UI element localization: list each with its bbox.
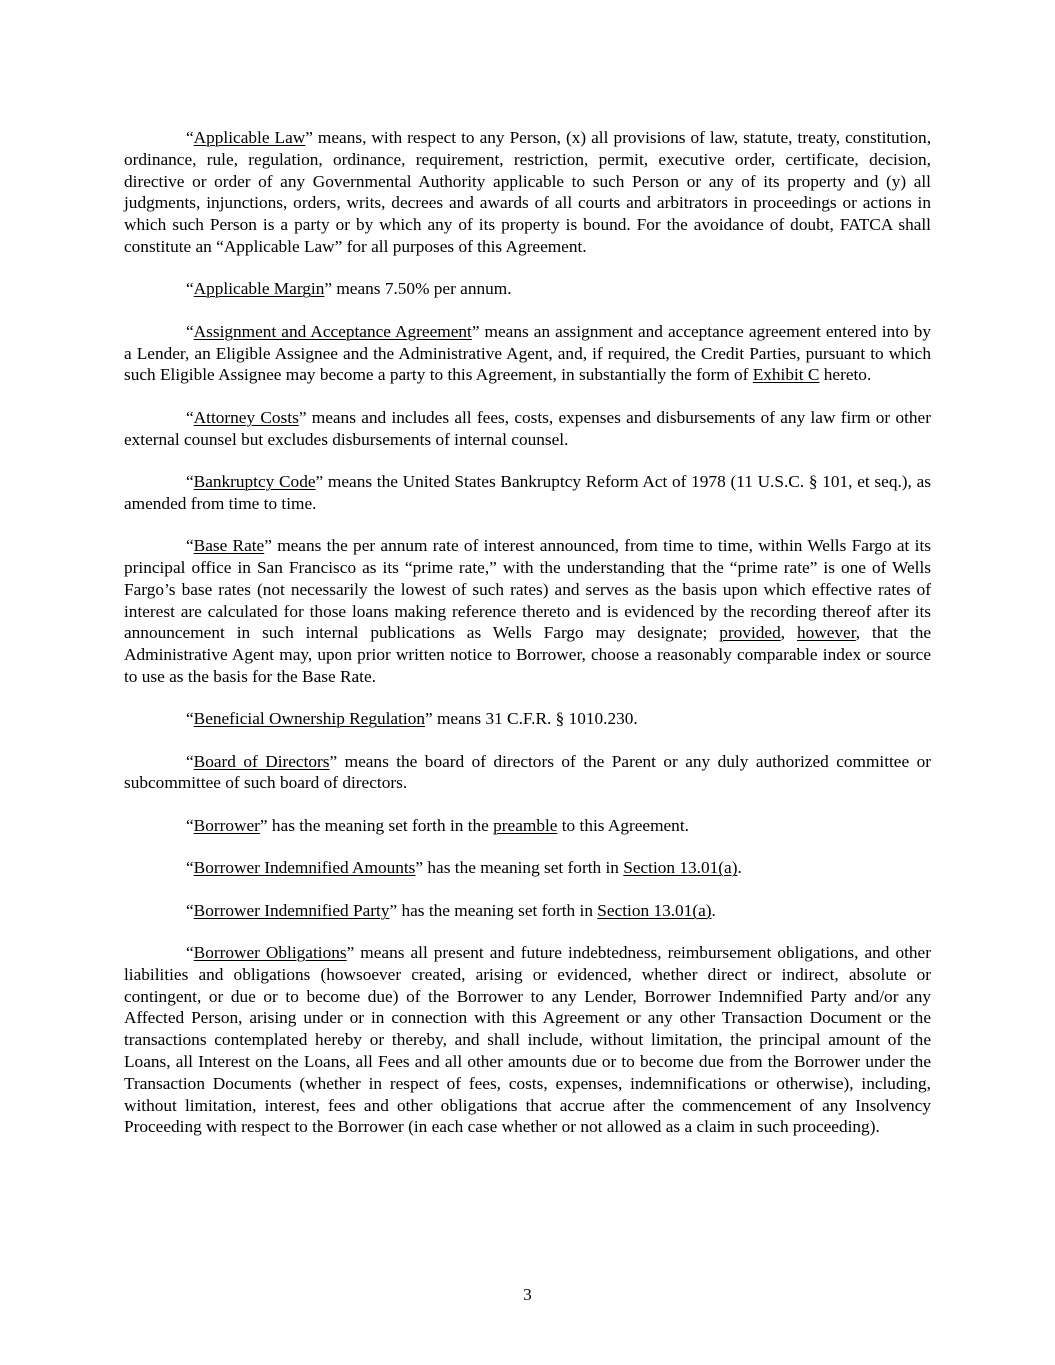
definition-assignment-and-acceptance-agreement bbox=[124, 321, 931, 386]
cross-reference: Exhibit C bbox=[752, 365, 820, 385]
defined-term: Bankruptcy Code bbox=[193, 471, 316, 491]
definition-base-rate bbox=[124, 535, 931, 688]
defined-term: Attorney Costs bbox=[193, 407, 299, 427]
proviso-term: provided bbox=[719, 623, 781, 643]
open-quote: “ bbox=[186, 858, 194, 878]
defined-term: Board of Directors bbox=[193, 751, 330, 771]
open-quote: “ bbox=[186, 815, 194, 835]
definition-text: . bbox=[737, 858, 742, 878]
definition-bankruptcy-code bbox=[124, 471, 931, 515]
open-quote: “ bbox=[186, 536, 194, 556]
cross-reference: Section 13.01(a) bbox=[597, 900, 712, 920]
cross-reference: Section 13.01(a) bbox=[623, 858, 738, 878]
open-quote: “ bbox=[186, 471, 194, 491]
defined-term: Beneficial Ownership Regulation bbox=[193, 709, 425, 729]
page-number: 3 bbox=[523, 1285, 532, 1304]
defined-term: Assignment and Acceptance Agreement bbox=[193, 321, 472, 341]
definition-text: ” has the meaning set forth in the bbox=[259, 815, 494, 835]
definition-borrower-obligations bbox=[124, 942, 931, 1138]
definition-text: ” means the United States Bankruptcy Reform Act of 1978 (11 U.S.C. § 101, et seq.), as amended from time to time. bbox=[124, 471, 931, 513]
definition-borrower bbox=[124, 815, 931, 837]
definition-borrower-indemnified-amounts bbox=[124, 857, 931, 879]
defined-term: Base Rate bbox=[193, 536, 265, 556]
definitions-body bbox=[124, 127, 931, 1159]
definition-text: hereto. bbox=[819, 365, 872, 385]
definition-borrower-indemnified-party bbox=[124, 900, 931, 922]
defined-term: Borrower Indemnified Party bbox=[193, 900, 390, 920]
cross-reference: preamble bbox=[493, 815, 558, 835]
open-quote: “ bbox=[186, 943, 194, 963]
open-quote: “ bbox=[186, 321, 194, 341]
definition-applicable-margin bbox=[124, 278, 931, 300]
definition-text: ” has the meaning set forth in bbox=[389, 900, 598, 920]
definition-text: ” means the board of directors of the Parent or any duly authorized committee or subcommittee of such board of directors. bbox=[124, 751, 931, 793]
open-quote: “ bbox=[186, 128, 194, 147]
definition-text: ” means all present and future indebtedness, reimbursement obligations, and other liabilities and obligations (howsoever created, arising or evidenced, whether direct or indirect, absolute or contingent, or due or to become due) of the Borrower to any Lender, Borrower Indemnified Party and/or any Affected Person, arising under or in connection with this Agreement or any other Transaction Document or the transactions contemplated hereby or thereby, and shall include, without limitation, the principal amount of the Loans, all Interest on the Loans, all Fees and all other amounts due or to become due from the Borrower under the Transaction Documents (whether in respect of fees, costs, expenses, indemnifications or otherwise), including, without limitation, interest, fees and other obligations that accrue after the commencement of any Insolvency Proceeding with respect to the Borrower (in each case whether or not allowed as a claim in such proceeding). bbox=[124, 943, 931, 1137]
defined-term: Applicable Law bbox=[193, 128, 306, 147]
separator: , bbox=[780, 623, 797, 643]
defined-term: Borrower Indemnified Amounts bbox=[193, 858, 416, 878]
definition-text: ” means 31 C.F.R. § 1010.230. bbox=[425, 709, 638, 729]
open-quote: “ bbox=[186, 900, 194, 920]
definition-text: ” means and includes all fees, costs, expenses and disbursements of any law firm or other external counsel but excludes disbursements of internal counsel. bbox=[124, 407, 931, 449]
definition-text: ” means, with respect to any Person, (x) all provisions of law, statute, treaty, constitution, ordinance, rule, regulation, ordinance, requirement, restriction, permit, executive order, certificate, decision, directive or order of any Governmental Authority applicable to such Person or any of its property and (y) all judgments, injunctions, orders, writs, decrees and awards of all courts and arbitrators in proceedings or actions in which such Person is a party or by which any of its property is bound. For the avoidance of doubt, FATCA shall constitute an “Applicable Law” for all purposes of this Agreement. bbox=[124, 128, 932, 256]
definition-text: ” means 7.50% per annum. bbox=[324, 279, 512, 299]
definition-applicable-law bbox=[124, 127, 931, 258]
defined-term: Applicable Margin bbox=[193, 279, 325, 299]
definition-text: ” means the per annum rate of interest announced, from time to time, within Wells Fargo at its principal office in San Francisco as its “prime rate,” with the understanding that the “prime rate” is one of Wells Fargo’s base rates (not necessarily the lowest of such rates) and serves as the basis upon which effective rates of interest are calculated for those loans making reference thereto and is evidenced by the recording thereof after its announcement in such internal publications as Wells Fargo may designate; bbox=[124, 536, 931, 643]
definition-text: , that the Administrative Agent may, upon prior written notice to Borrower, choose a reasonably comparable index or source to use as the basis for the Base Rate. bbox=[124, 623, 932, 686]
definition-text: to this Agreement. bbox=[557, 815, 689, 835]
definition-beneficial-ownership-regulation bbox=[124, 708, 931, 730]
open-quote: “ bbox=[186, 709, 194, 729]
open-quote: “ bbox=[186, 279, 194, 299]
open-quote: “ bbox=[186, 751, 194, 771]
defined-term: Borrower Obligations bbox=[193, 943, 347, 963]
definition-attorney-costs bbox=[124, 407, 931, 451]
open-quote: “ bbox=[186, 407, 194, 427]
definition-text: ” has the meaning set forth in bbox=[415, 858, 624, 878]
definition-text: . bbox=[711, 900, 716, 920]
defined-term: Borrower bbox=[193, 815, 260, 835]
proviso-term: however bbox=[796, 623, 856, 643]
definition-board-of-directors bbox=[124, 751, 931, 795]
definition-text: ” means an assignment and acceptance agreement entered into by a Lender, an Eligible Assignee and the Administrative Agent, and, if required, the Credit Parties, pursuant to which such Eligible Assignee may become a party to this Agreement, in substantially the form of bbox=[124, 321, 931, 385]
